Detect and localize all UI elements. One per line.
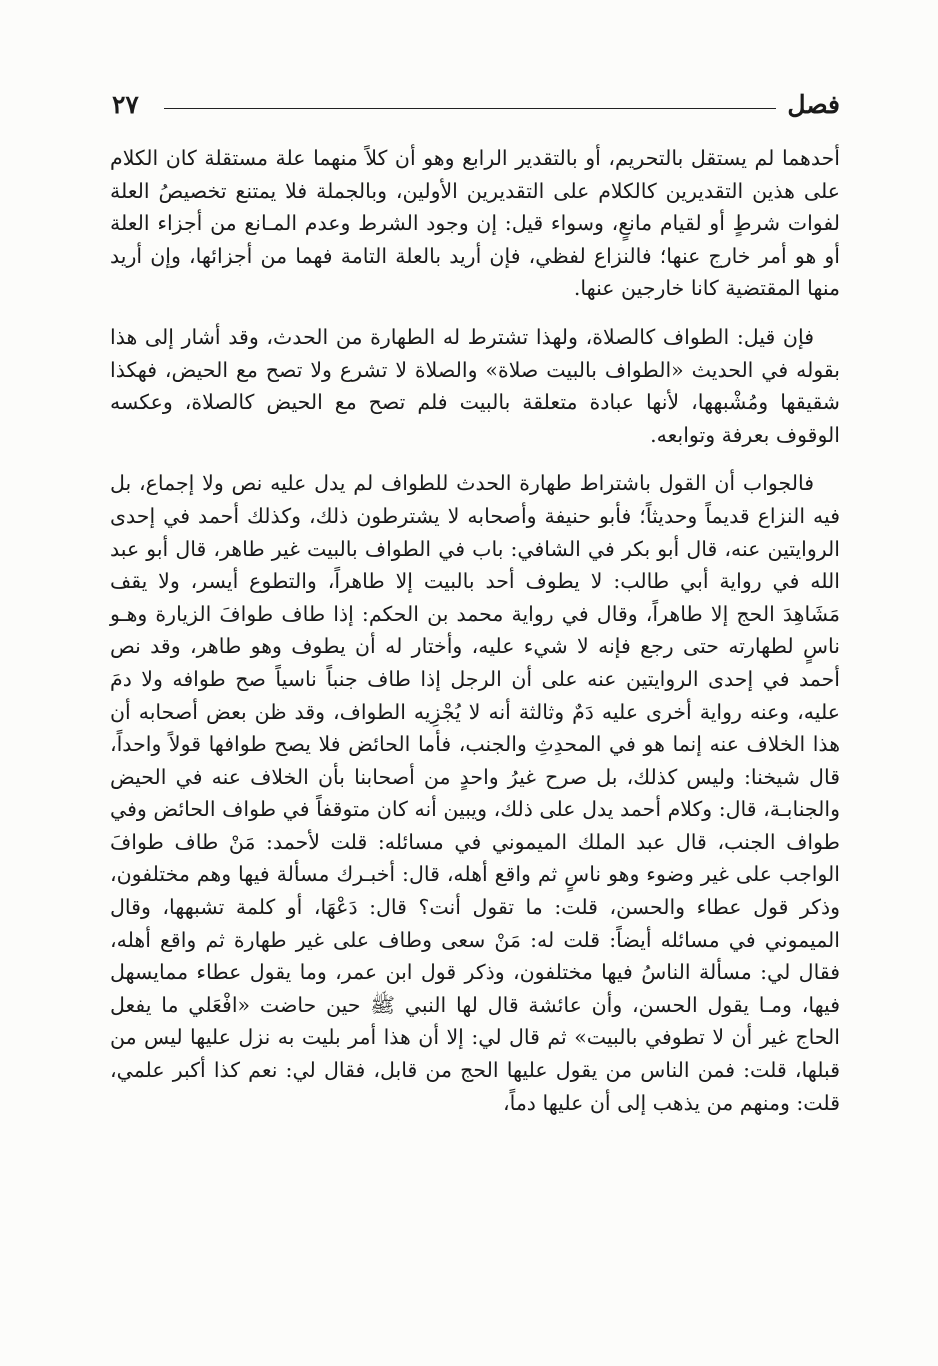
- page-number: ٢٧: [112, 90, 139, 119]
- paragraph: فالجواب أن القول باشتراط طهارة الحدث للطواف لم يدل عليه نص ولا إجماع، بل فيه النزاع قديماً وحديثاً؛ فأبو حنيفة وأصحابه لا يشترطون ذلك، وكذلك أحمد في إحدى الروايتين عنه، قال أبو بكر في الشافي: باب في الطواف بالبيت غير طاهر، قال أبو عبد الله في رواية أبي طالب: لا يطوف أحد بالبيت إلا طاهراً، والتطوع أيسر، ولا يقف مَشَاهِدَ الحج إلا طاهراً، وقال في رواية محمد بن الحكم: إذا طاف طوافَ الزيارة وهـو ناسٍ لطهارته حتى رجع فإنه لا شيء عليه، وأختار له أن يطوف وهو طاهر، وقد نص أحمد في إحدى الروايتين عنه على أن الرجل إذا طاف جنباً ناسياً صح طوافه ولا دمَ عليه، وعنه رواية أخرى عليه دَمٌ وثالثة أنه لا يُجْزِيه الطواف، وقد ظن بعض أصحابه أن هذا الخلاف عنه إنما هو في المحدِثِ والجنب، فأما الحائض فلا يصح طوافها قولاً واحداً، قال شيخنا: وليس كذلك، بل صرح غيرُ واحدٍ من أصحابنا بأن الخلاف عنه في الحيض والجنابـة، قال: وكلام أحمد يدل على ذلك، ويبين أنه كان متوقفاً في طواف الحائض وفي طواف الجنب، قال عبد الملك الميموني في مسائله: قلت لأحمد: مَنْ طاف طوافَ الواجب على غير وضوء وهو ناسٍ ثم واقع أهله، قال: أخبـرك مسألة فيها وهم مختلفون، وذكر قول عطاء والحسن، قلت: ما تقول أنت؟ قال: دَعْهَا، أو كلمة تشبهها، وقال الميموني في مسائله أيضاً: قلت له: مَنْ سعى وطاف على غير طهارة ثم واقع أهله، فقال لي: مسألة الناسُ فيها مختلفون، وذكر قول ابن عمر، وما يقول عطاء ممايسهل فيها، ومـا يقول الحسن، وأن عائشة قال لها النبي ﷺ حين حاضت «افْعَلي ما يفعل الحاج غير أن لا تطوفي بالبيت» ثم قال لي: إلا أن هذا أمر بليت به نزل عليها ليس من قبلها، قلت: فمن الناس من يقول عليها الحج من قابل، فقال لي: نعم كذا أكبر علمي، قلت: ومنهم من يذهب إلى أن عليها دماً،: [110, 471, 840, 1115]
- paragraph: فإن قيل: الطواف كالصلاة، ولهذا تشترط له الطهارة من الحدث، وقد أشار إلى هذا بقوله في الحديث «الطواف بالبيت صلاة» والصلاة لا تشرع ولا تصح مع الحيض، فهكذا شقيقها ومُشْبهها، لأنها عبادة متعلقة بالبيت فلم تصح مع الحيض كالصلاة، وعكسه الوقوف بعرفة وتوابعه.: [110, 324, 840, 447]
- body-text: [110, 142, 840, 1119]
- page-header: [112, 88, 840, 128]
- paragraph: أحدهما لم يستقل بالتحريم، أو بالتقدير الرابع وهو أن كلاً منهما علة مستقلة كان الكلام على هذين التقديرين كالكلام على التقديرين الأولين، وبالجملة فلا يمتنع تخصيصُ العلة لفوات شرطٍ أو لقيام مانعٍ، وسواء قيل: إن وجود الشرط وعدم المـانع من أجزاء العلة أو هو أمر خارج عنها؛ فالنزاع لفظي، فإن أريد بالعلة التامة فهما من أجزائها، وإن أريد منها المقتضية كانا خارجين عنها.: [110, 146, 840, 301]
- section-title: فصل: [787, 90, 840, 119]
- header-rule: [164, 108, 776, 109]
